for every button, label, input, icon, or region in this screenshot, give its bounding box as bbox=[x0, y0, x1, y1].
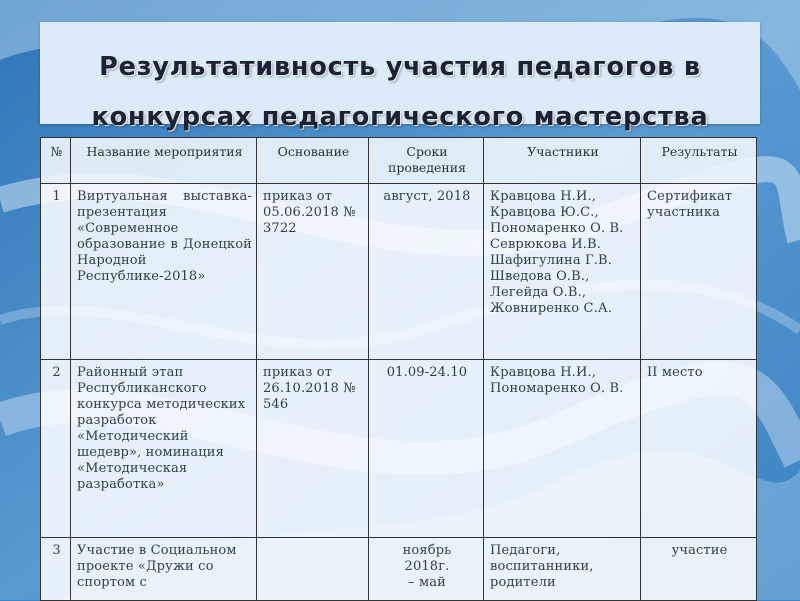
event-name-cell: Районный этап Республиканского конкурса методических разработок «Методический шедевр», номинация «Методическая разработка» bbox=[71, 360, 257, 538]
page-title-line-1: Результативность участия педагогов в bbox=[99, 52, 701, 82]
table-row bbox=[41, 184, 757, 360]
header-results: Результаты bbox=[641, 138, 757, 184]
header-number: № bbox=[41, 138, 71, 184]
basis-cell: приказ от 05.06.2018 № 3722 bbox=[257, 184, 369, 360]
result-cell: II место bbox=[641, 360, 757, 538]
header-event-name: Название мероприятия bbox=[71, 138, 257, 184]
results-table bbox=[40, 137, 757, 601]
header-basis: Основание bbox=[257, 138, 369, 184]
header-participants: Участники bbox=[484, 138, 641, 184]
event-name-cell: Участие в Социальном проекте «Дружи со спортом с bbox=[71, 538, 257, 601]
basis-cell bbox=[257, 538, 369, 601]
period-cell: август, 2018 bbox=[369, 184, 484, 360]
row-number: 3 bbox=[41, 538, 71, 601]
row-number: 1 bbox=[41, 184, 71, 360]
title-banner bbox=[40, 22, 760, 132]
participants-cell: Кравцова Н.И., Кравцова Ю.С., Пономаренко О. В. Севрюкова И.В. Шафигулина Г.В. Шведова О.В., Легейда О.В., Жовниренко С.А. bbox=[484, 184, 641, 360]
row-number: 2 bbox=[41, 360, 71, 538]
period-cell: 01.09-24.10 bbox=[369, 360, 484, 538]
table-row bbox=[41, 538, 757, 601]
header-period: Сроки проведения bbox=[369, 138, 484, 184]
period-cell: ноябрь 2018г. – май bbox=[369, 538, 484, 601]
basis-cell: приказ от 26.10.2018 № 546 bbox=[257, 360, 369, 538]
participants-cell: Кравцова Н.И., Пономаренко О. В. bbox=[484, 360, 641, 538]
page-title-line-2: конкурсах педагогического мастерства bbox=[91, 102, 709, 132]
result-cell: Сертификат участника bbox=[641, 184, 757, 360]
result-cell: участие bbox=[641, 538, 757, 601]
event-name-cell: Виртуальная выставка-презентация «Современное образование в Донецкой Народной Республике-2018» bbox=[71, 184, 257, 360]
table-row bbox=[41, 360, 757, 538]
table-header-row bbox=[41, 138, 757, 184]
participants-cell: Педагоги, воспитанники, родители bbox=[484, 538, 641, 601]
